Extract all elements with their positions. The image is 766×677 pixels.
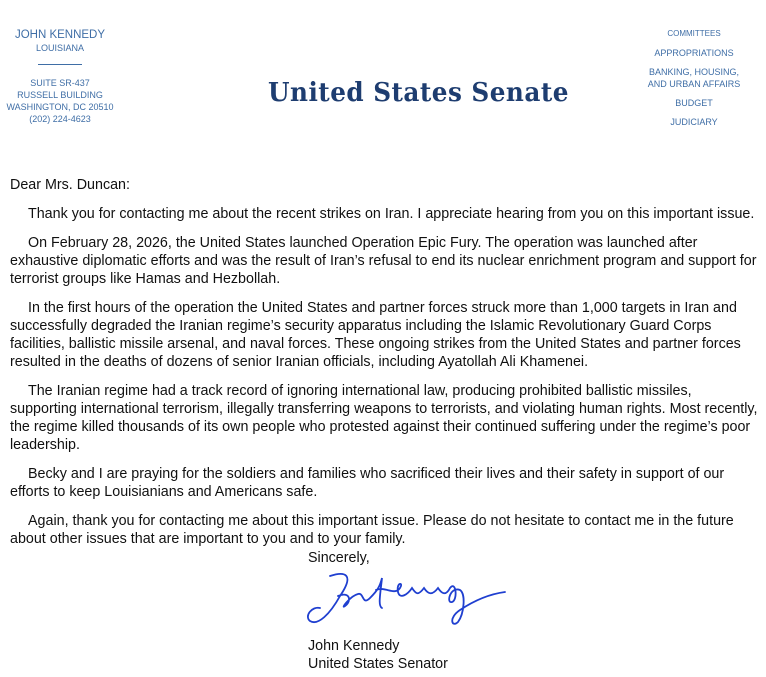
committees-label: COMMITTEES bbox=[667, 29, 721, 38]
address-line: SUITE SR-437 bbox=[30, 78, 90, 88]
paragraph: The Iranian regime had a track record of ignoring international law, producing prohibited ballistic missiles, supporting international terrorism, illegally transferring weapons to terrorists, and violating human rights. Most recently, the regime killed thousands of its own people who protested against their continued suffering under the regime’s poor leadership. bbox=[10, 383, 758, 453]
paragraph: On February 28, 2026, the United States launched Operation Epic Fury. The operation was launched after exhaustive diplomatic efforts and was the result of Iran’s refusal to end its nuclear enrichment program and support for terrorist groups like Hamas and Hezbollah. bbox=[10, 235, 757, 287]
committees-block bbox=[628, 28, 760, 135]
signer-block bbox=[308, 637, 448, 673]
closing: Sincerely, bbox=[308, 550, 370, 566]
committee-item: BUDGET bbox=[675, 98, 713, 108]
salutation: Dear Mrs. Duncan: bbox=[10, 177, 130, 193]
committee-item: BANKING, HOUSING, AND URBAN AFFAIRS bbox=[647, 67, 741, 89]
committee-item: APPROPRIATIONS bbox=[654, 48, 734, 58]
signature-image bbox=[300, 566, 520, 636]
committee-item: JUDICIARY bbox=[670, 117, 718, 127]
paragraph: Becky and I are praying for the soldiers and families who sacrificed their lives and their safety in support of our efforts to keep Louisianians and Americans safe. bbox=[10, 466, 725, 500]
address-line: WASHINGTON, DC 20510 bbox=[6, 102, 114, 112]
paragraph: In the first hours of the operation the United States and partner forces struck more than 1,000 targets in Iran and successfully degraded the Iranian regime’s security apparatus including the Islamic Revolutionary Guard Corps facilities, ballistic missile arsenal, and naval forces. These ongoing strikes from the United States and partner forces resulted in the deaths of dozens of senior Iranian officials, including Ayatollah Ali Khamenei. bbox=[10, 300, 741, 370]
letterhead-senator-block bbox=[0, 28, 120, 125]
signer-title: United States Senator bbox=[308, 656, 448, 672]
phone-number: (202) 224-4623 bbox=[29, 114, 91, 124]
divider bbox=[38, 64, 82, 65]
senator-state: LOUISIANA bbox=[35, 43, 84, 53]
senator-name: JOHN KENNEDY bbox=[14, 29, 106, 41]
letter-body bbox=[10, 176, 762, 559]
senate-title: United States Senate bbox=[268, 78, 569, 108]
signer-name: John Kennedy bbox=[308, 638, 400, 654]
paragraph: Again, thank you for contacting me about this important issue. Please do not hesitate to contact me in the future about other issues that are important to you and to your family. bbox=[10, 513, 734, 547]
address-line: RUSSELL BUILDING bbox=[17, 90, 103, 100]
paragraph: Thank you for contacting me about the recent strikes on Iran. I appreciate hearing from you on this important issue. bbox=[28, 206, 755, 222]
